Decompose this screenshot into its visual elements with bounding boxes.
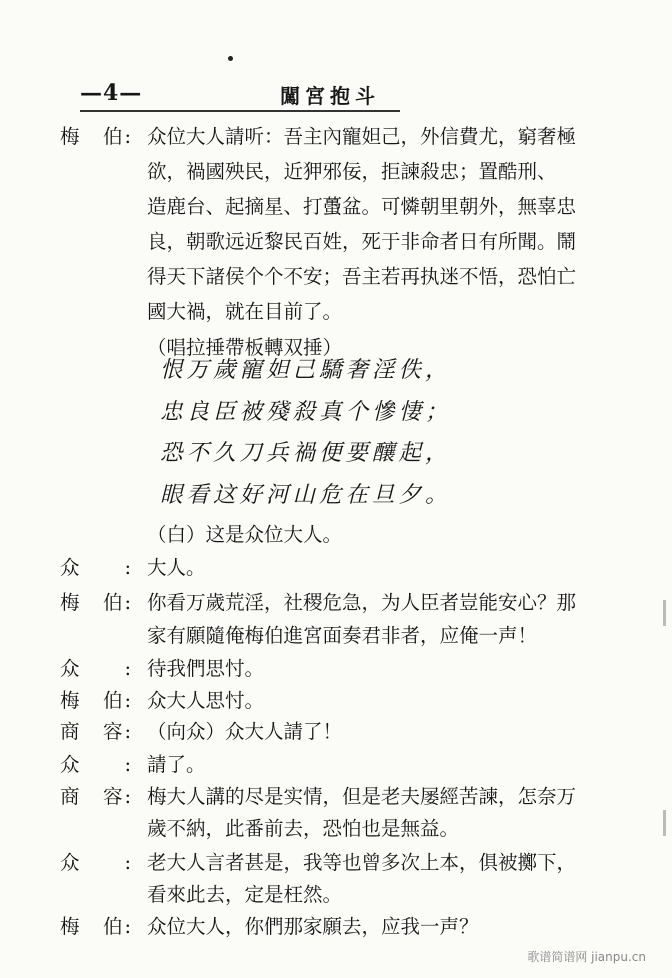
song-verse: 眼看这好河山危在旦夕。 [160, 482, 452, 508]
speaker-label: 梅 伯: [60, 125, 134, 148]
speaker-label: 商 容: [60, 720, 134, 743]
speaker-label: 众 : [60, 851, 134, 874]
page-number: —4— [80, 80, 143, 106]
stage-direction: （白）这是众位大人。 [147, 523, 343, 546]
dialogue-line: 欲，禍國殃民，近狎邪佞，拒諫殺忠；置酷刑、 [147, 160, 557, 183]
dialogue-line: 看來此去，定是枉然。 [147, 883, 343, 906]
song-verse: 忠良臣被殘殺真个慘悽； [160, 399, 452, 425]
dialogue-line: 大人。 [147, 556, 206, 579]
dialogue-line: （向众）众大人請了！ [147, 720, 343, 743]
watermark: 歌谱简谱网 jianpu.cn [527, 950, 646, 964]
scan-edge-mark [663, 810, 666, 836]
dialogue-line: 家有願隨俺梅伯進宮面奏君非者，应俺一声！ [147, 624, 538, 647]
dialogue-line: 众位大人請听：吾主內寵妲己，外信費尤，窮奢極 [147, 125, 577, 148]
dialogue-line: 众位大人，你們那家願去，应我一声？ [147, 915, 479, 938]
dialogue-line: 請了。 [147, 753, 206, 776]
header-rule [80, 110, 400, 112]
speaker-label: 众 : [60, 556, 134, 579]
ink-dot [228, 56, 233, 61]
dialogue-line: 你看万歲荒淫，社稷危急，为人臣者豈能安心？那 [147, 591, 577, 614]
speaker-label: 梅 伯: [60, 915, 134, 938]
dialogue-line: 老大人言者甚是，我等也曾多次上本，俱被擲下， [147, 851, 577, 874]
song-verse: 恨万歲寵妲己驕奢淫佚， [160, 357, 452, 383]
dialogue-line: 良，朝歌远近黎民百姓，死于非命者日有所聞。鬧 [147, 230, 577, 253]
speaker-label: 众 : [60, 657, 134, 680]
speaker-label: 梅 伯: [60, 591, 134, 614]
dialogue-line: 得天下諸侯个个不安；吾主若再执迷不悟，恐怕亡 [147, 265, 577, 288]
stage-direction: （唱拉捶帶板轉双捶） [147, 336, 343, 359]
page-title: 闖宮抱斗 [280, 84, 380, 108]
dialogue-line: 歲不納，此番前去，恐怕也是無益。 [147, 817, 460, 840]
dialogue-line: 待我們思忖。 [147, 657, 265, 680]
speaker-label: 梅 伯: [60, 689, 134, 712]
dialogue-line: 國大禍，就在目前了。 [147, 300, 343, 323]
speaker-label: 众 : [60, 753, 134, 776]
page-header [80, 70, 500, 110]
dialogue-line: 梅大人講的尽是实情，但是老夫屡經苦諫，怎奈万 [147, 785, 577, 808]
scan-edge-mark [663, 600, 666, 626]
speaker-label: 商 容: [60, 785, 134, 808]
dialogue-line: 造鹿台、起摘星、打蠆盆。可憐朝里朝外，無辜忠 [147, 195, 577, 218]
dialogue-line: 众大人思忖。 [147, 689, 265, 712]
song-verse: 恐不久刀兵禍便要釀起， [160, 440, 452, 466]
